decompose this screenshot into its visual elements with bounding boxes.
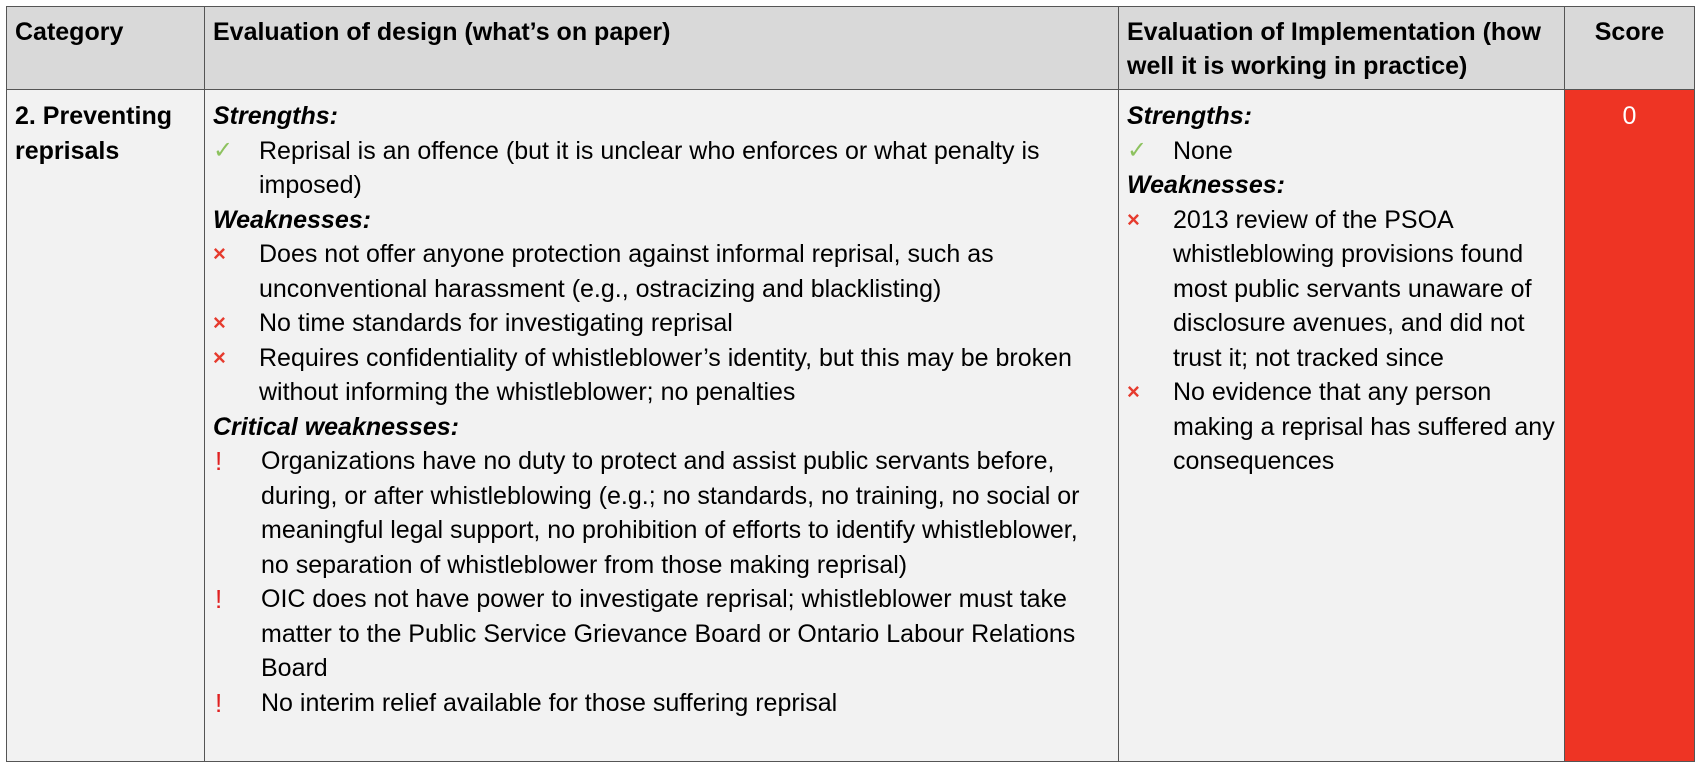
check-icon: ✓	[213, 136, 234, 164]
list-item-text: 2013 review of the PSOA whistleblowing provisions found most public servants unaware of disclosure avenues, and did not trust it; not tracked since	[1173, 205, 1532, 372]
list-item-text: None	[1173, 136, 1233, 165]
exclamation-icon: !	[215, 446, 223, 476]
design-critical-heading: Critical weaknesses:	[213, 412, 459, 441]
list-item-text: OIC does not have power to investigate reprisal; whistleblower must take matter to the Public Service Grievance Board or Ontario Labour Relations Board	[261, 585, 1076, 682]
cross-icon: ×	[1127, 206, 1140, 232]
list-item	[213, 237, 1110, 306]
list-item-text: Does not offer anyone protection against informal reprisal, such as unconventional harassment (e.g., ostracizing and blacklisting)	[259, 240, 994, 303]
list-item-text: No time standards for investigating reprisal	[259, 309, 733, 337]
header-row	[7, 7, 1695, 90]
header-design: Evaluation of design (what’s on paper)	[205, 7, 1119, 90]
cross-icon: ×	[213, 344, 226, 370]
list-item-text: Requires confidentiality of whistleblower’s identity, but this may be broken without informing the whistleblower; no penalties	[259, 343, 1072, 406]
table-row	[7, 90, 1695, 762]
cross-icon: ×	[213, 241, 226, 266]
list-item	[1127, 134, 1556, 169]
list-item	[213, 134, 1110, 203]
list-item-text: Reprisal is an offence (but it is unclear who enforces or what penalty is imposed)	[259, 136, 1040, 199]
check-icon: ✓	[1127, 136, 1148, 164]
category-cell: 2. Preventing reprisals	[7, 90, 205, 762]
cross-icon: ×	[1127, 379, 1140, 404]
list-item	[213, 686, 1110, 721]
exclamation-icon: !	[215, 584, 223, 614]
score-cell: 0	[1565, 90, 1695, 762]
impl-weaknesses-heading: Weaknesses:	[1127, 171, 1285, 199]
design-strengths-heading: Strengths:	[213, 102, 338, 130]
list-item	[213, 341, 1110, 410]
list-item-text: No evidence that any person making a reprisal has suffered any consequences	[1173, 378, 1555, 475]
header-score: Score	[1565, 7, 1695, 90]
cross-icon: ×	[213, 310, 226, 335]
evaluation-table	[6, 6, 1695, 762]
exclamation-icon: !	[215, 687, 223, 718]
list-item-text: Organizations have no duty to protect and assist public servants before, during, or after whistleblowing (e.g.; no standards, no training, no social or meaningful legal support, no prohibition of efforts to identify whistleblower, no separation of whistleblower from those making reprisal)	[261, 447, 1080, 579]
header-category: Category	[7, 7, 205, 90]
list-item	[1127, 375, 1556, 479]
list-item	[1127, 203, 1556, 376]
implementation-cell	[1119, 90, 1565, 762]
list-item-text: No interim relief available for those suffering reprisal	[261, 688, 838, 717]
header-implementation: Evaluation of Implementation (how well it is working in practice)	[1119, 7, 1565, 90]
impl-strengths-heading: Strengths:	[1127, 102, 1252, 130]
design-cell	[205, 90, 1119, 762]
list-item	[213, 444, 1110, 582]
list-item	[213, 306, 1110, 341]
design-weaknesses-heading: Weaknesses:	[213, 205, 371, 234]
list-item	[213, 582, 1110, 686]
